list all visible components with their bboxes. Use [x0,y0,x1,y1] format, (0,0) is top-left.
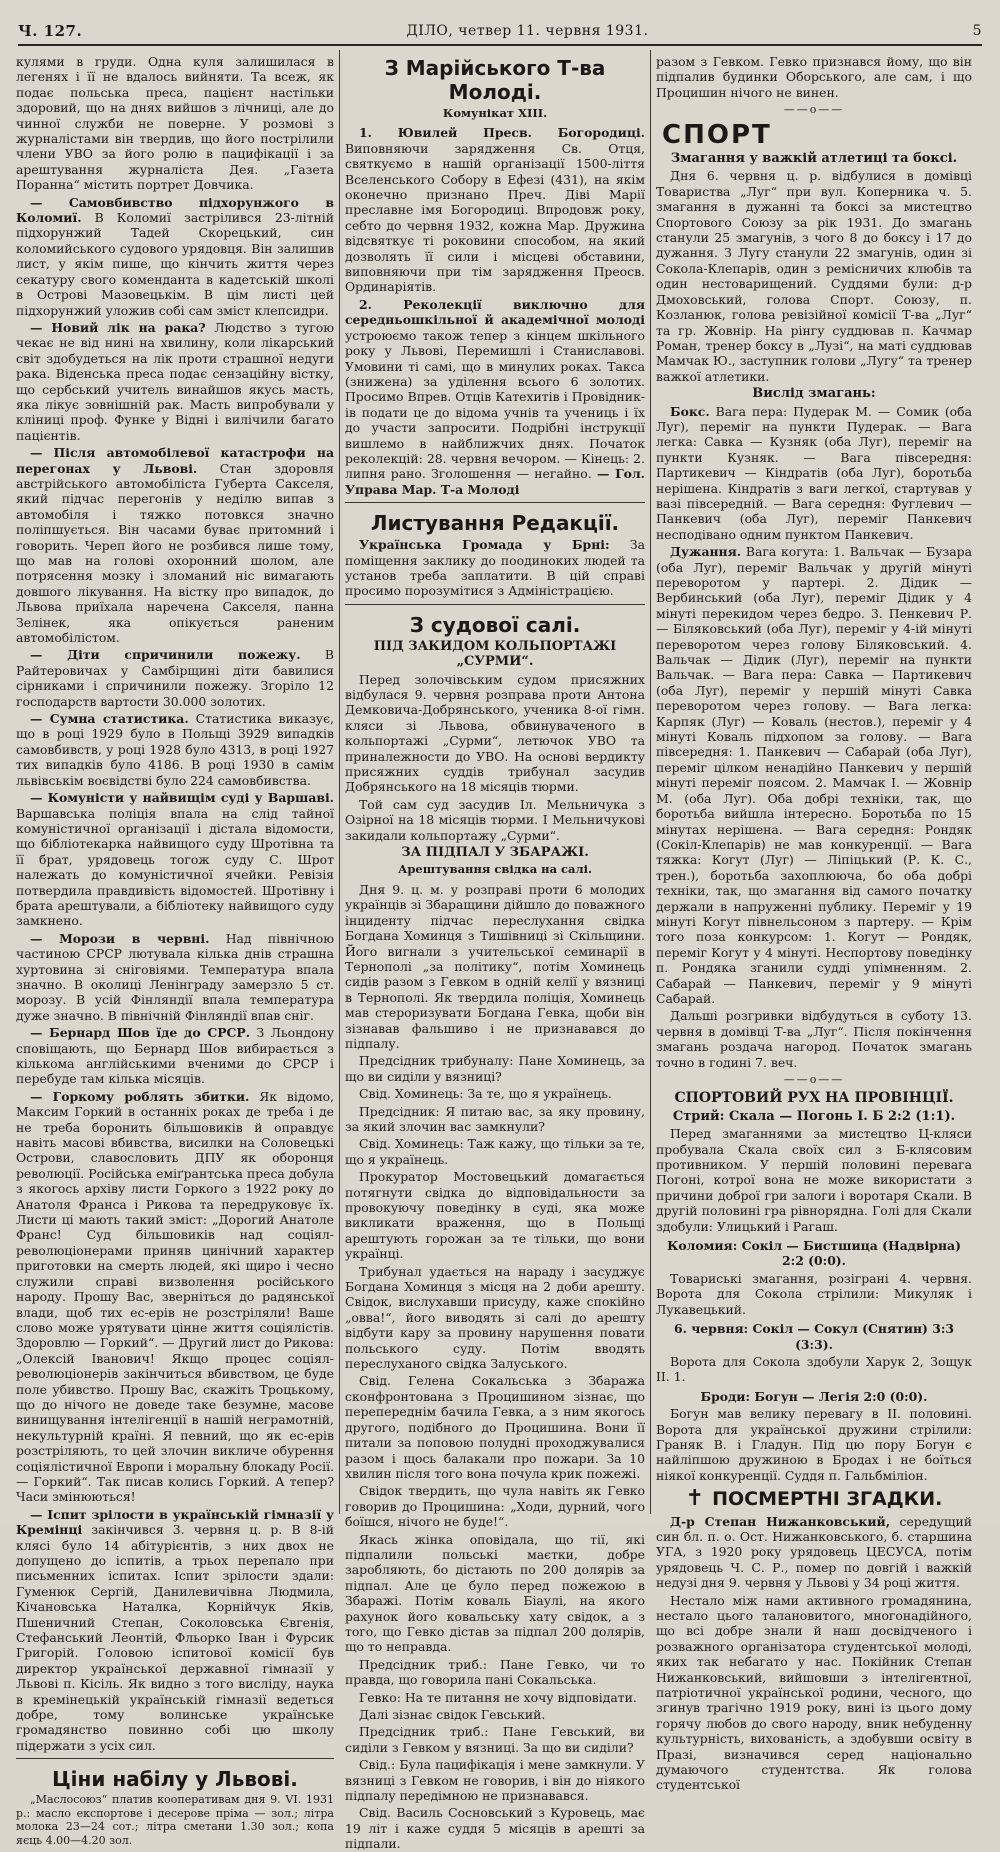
paragraph-lead: Дужання. [670,544,742,560]
news-item [16,790,334,929]
news-item-lead: — Самовбивство підхорунжого в Коломиї. [16,194,334,226]
dialogue-line: Свід. Василь Сосновський з Куровець, має 19 літ і каже суддя 5 місяців в арешті за підпали. [345,1805,645,1852]
subsection-heading: ЗА ПІДПАЛ У ЗБАРАЖІ. [401,845,589,861]
column-right [656,54,972,1793]
ornament-divider: ——o—— [783,1073,845,1086]
paragraph [345,125,645,294]
match-heading: Броди: Богун — Легія 2:0 (0:0). [700,1388,928,1404]
section-subheading: Комунікат XIII. [442,106,548,120]
dialogue-line: Свід.: Була пацифікація і мене замкнули. У вязниці з Гевком не говорив, і він до ніякого підпалу передімною не признавався. [345,1757,645,1804]
paragraph: Свід. Гелена Сокальська з Збаража сконфронтована з Процишином зізнає, що перепереднім бачила Гевка, а з ним якогось другого, подібного до Процишина. Вони її питали за поповою полудні проходжувалися разом і щось балакали про пожари. За 10 хвилин після того вона почула крик пожежі. [345,1373,645,1481]
news-item [16,195,334,318]
page-number: 5 [972,23,982,39]
paragraph: Богун мав велику перевагу в ІІ. половині. Ворота для української дружини стрілили: Граняк В. і Гладун. Під цю пору Богун є найліпшою дружиною в Бродах і не боїться ніякої конкуренції. Суддя п. Гальбміліон. [656,1406,972,1483]
prices-text: „Маслосоюз“ платив кооперативам дня 9. VI. 1931 р.: масло експортове і десерове пріма — зол.; літра молока 23—24 сот.; літра сметани 1.30 зол.; копа яєць 4.00—4.20 зол. [16,1793,334,1847]
paragraph: Перед змаганнями за мистецтво Ц-кляси пробувала Скала своїх сил з Б-клясовим противником. У першій половині перевага Погоні, котрої вона не може використати з причини доброї гри залоги і воротаря Скали. В другій половині гра рівнорядна. Голі для Скали здобули: Улицький і Рагаш. [656,1126,972,1234]
column-middle [345,54,645,1852]
dialogue-line: Предсідник: Я питаю вас, за яку провину, за який злочин вас замкнули? [345,1103,645,1134]
dialogue-line: Свід. Хоминець: За те, що я українець. [359,1086,612,1102]
paragraph: Якась жінка оповідала, що тії, які підпалили польські маєтки, добре заробляють, бо дістають по 200 долярів за підпал. Але це було перед пожежою в Збаражі. Потім коваль Біаулі, на якого рахунок його ковальську хату свідок, а з того, що Гевко дістав за підпал 200 долярів, що то неправда. [345,1531,645,1655]
paragraph: Дня 9. ц. м. у розправі проти 6 молодих українців зі Збаращини дійшло до поважного інциденту підчас переслухання свідка Богдана Хоминця з Тишівниці зі Скільщини. Його вигнали з учительської семинарії в Тернополі „за політику“, потім Хоминець сидів разом з Гевком в одній келії у вязниці в Тернополі. Як твердила поліція, Хоминець мав стероризувати Богдана Гевка, щоби він зізнавав фальшиво і не признавався до підпалу. [345,881,645,1051]
section-heading-marian: З Марійського Т-ва Молоді. [384,56,606,104]
paragraph-text: За поміщення заклику до поодиноких людей та установ треба заплатити. В цій справі просимо порозумітися з Адміністрацією. [345,537,645,599]
paragraph: Дальші розгривки відбудуться в суботу 13. червня в домівці Т-ва „Луг“. Після покінчення змагань роздача нагород. Початок змагань точно в годині 7. веч. [656,1008,972,1070]
paragraph-text: Виповняючи зарядження Св. Отця, святкуємо в нашій організації 1500-ліття Вселенського Собору в Ефезі (431), на якім оконечно признано Преч. Діві Марії преславне імя Богородиці. Впродовж року, себто до червня 1932, кожна Мар. Дружина відсвяткує ті роковини способом, на який дозволять її сили і місцеві обставини, виповняючи при тім зарядження Преосв. Ординаріятів. [345,140,645,295]
paragraph: Дня 6. червня ц. р. відбулися в домівці Товариства „Луг“ при вул. Коперника ч. 5. змагання в дужанні та боксі за мистецтво Спортового Союзу за рік 1931. До змагань станули 25 змагунів, з чого 8 до боксу і 17 до дужання. З Лугу станули 22 змагунів, один зі Сокола-Клепарів, один з ремісничих клюбів та один нестоварищений. Суддями були: д-р Дмоховський, голова Спорт. Союзу, п. Козланюк, голова ревізійної комісії Т-ва „Луг“ та гр. Жовнір. На рінгу суддював п. Качмар Роман, тренер боксу в „Лузі“, на маті суддював Мамчак Ю., заступник голови „Лугу“ та тренер важкої атлетики. [656,168,972,384]
news-item-text: З Льондону сповіщають, що Бернард Шов вибирається з кількома англійськими вченими до СРСР і перебуде там кілька місяців. [16,1025,334,1087]
section-heading-court: З судової салі. [409,612,581,637]
news-item-lead: — Новий лік на рака? [30,319,206,335]
news-item-lead: — Іспит зрілости в українській гімназії у Кремінці [16,1506,334,1538]
masthead [18,18,982,46]
news-item-text: В Райтеровичах у Самбірщині діти бавилися сірниками і спричинили пожежу. Згоріло 12 господарств вартости 30.000 золотих. [16,647,334,709]
news-item-lead: — Комуністи у найвищім суді у Варшаві. [30,790,334,806]
news-item-text: Статистика виказує, що в році 1929 було в Польщі 3929 випадків самовбивств, у році 1928 було 4313, в році 1927 тих випадків було 4186. В році 1930 в самім львівськім воєвідстві було 224 самовбивства. [16,711,334,788]
paragraph-text: середущий син бл. п. о. Ост. Нижанковського, б. старшина УГА, з 1920 року урядовець ЦЕСУСА, потім урядовець Ч. С. Р., помер по довгій і важкій недузі дня 9. червня у Львові у 34 році життя. [656,1513,972,1591]
obituaries-title: ПОСМЕРТНІ ЗГАДКИ. [712,1488,943,1511]
article-continuation: кулями в груди. Одна куля залишилася в легенях і її не вдалось вийняти. Та всеж, як подає польська преса, пацієнт настільки здоровий, що на днях вийшов з лічниці, але до чинної служби не поверне. У розмові з журналістами він твердив, що його пострілили члени УВО за його ролю в пацифікації і за арештування журналіста Дея. „Газета Поранна“ містить портрет Довчика. [16,54,334,193]
section-heading-letters: Листування Редакції. [370,511,620,536]
paragraph: Ворота для Сокола здобули Харук 2, Зощук ІІ. 1. [656,1353,972,1385]
paragraph [345,297,645,497]
newspaper-title-date: ДІЛО, четвер 11. червня 1931. [406,23,649,39]
news-item [16,647,334,709]
paragraph: Свідок твердить, що чула навіть як Гевко говорив до Процишина: „Ходи, дурний, чого боїшся, нічого не буде!“. [345,1483,645,1530]
match-heading: Стрий: Скала — Погонь І. Б 2:2 (1:1). [672,1108,956,1124]
signature: — Гол. Управа Мар. Т-а Молоді [345,466,645,497]
news-item-lead: — Після автомобілевої катастрофи на перегонах у Львові. [16,445,334,476]
issue-number: Ч. 127. [18,22,83,40]
news-item [16,445,334,645]
news-item-lead: — Сумна статистика. [30,711,189,727]
section-heading-sport: СПОРТ [662,119,772,150]
news-item-text: В Коломиї застрілився 23-літній підхорунжий Тадей Скорецький, син коломийського судового урядовця. Він залишив лист, у якім пише, що кінчить життя через секатуру свого коменданта в кадетській школі в Острові Мазовецькім. В цім листі цей підхорунжий уложив собі сам зміст клепсидри. [16,210,334,318]
subsection-heading: СПОРТОВИЙ РУХ НА ПРОВІНЦІЇ. [674,1090,954,1107]
dialogue-line: Предсідник триб.: Пане Гевський, ви сиділи з Гевком у вязниці. За що ви сиділи? [345,1724,645,1755]
paragraph: Той сам суд засудив Іл. Мельничука з Озірної на 18 місяців тюрми. І Мельничукові закидали кольпортажу „Сурми“. [345,796,645,843]
paragraph [656,404,972,543]
subsection-heading: ПІД ЗАКИДОМ КОЛЬПОРТАЖІ „СУРМИ“. [373,638,617,670]
subsection-heading: Змагання у важкій атлетиці та боксі. [670,151,958,167]
news-item-lead: — Морози в червні. [30,930,210,946]
paragraph-lead: Д-р Степан Нижанковський, [670,1513,891,1529]
paragraph [656,1514,972,1591]
news-item-lead: — Діти спричинили пожежу. [30,647,301,663]
news-item-text: Людство з тугою чекає не від нині на хвилину, коли лікарський світ здобудеться на лік проти страшної недуги рака. Віденська преса подає сензаційну вістку, що сербський учитель винайшов якусь масть, яка лікує зовнішній рак. Масть випробували у кліниці проф. Функе у Відні і вилічили багато пацієнтів. [16,319,334,443]
paragraph: Нестало між нами активного громадянина, нестало цього талановитого, многонадійного, що всі добре знали й наш досвідченого і розважного організатора студентської молоді, яких так небагато у нас. Покійник Степан Нижанковський, вийшовши з інтелігентної, патріотичної української родини, чесного, що згинув трагічно 1919 року, вині із цього дому горячу любов до свого народу, вник небуденну культурність, вихованість, а здобувши освіту в Празі, визначився серед національно думаючого студентства. Як голова студентської [656,1592,972,1793]
paragraph-text: Вага когута: 1. Вальчак — Бузара (оба Луг), переміг Вальчак у другій мінуті переворотом у партері. 2. Дідик — Вербинський (оба Луг), переміг Дідик у 4 мінуті перекидом через бедро. 3. Пенкевич Р. — Біляковський (оба Луг), переміг у 4-ій мінуті переворотом через голову Біляковський. 4. Вальчак — Дідик (Луг), переміг на пункти Вальчак. — Вага пера: Савка — Партикевич (оба Луг), переміг у першій мінуті Савка переворотом через голову. — Вага легка: Карпяк (Луг) — Коваль (нестов.), переміг у 4 мінуті Коваль підхопом за голову. — Вага півсередня: 1. Панкевич — Сабарай (оба Луг), переміг цілком ненадійно Панкевич у першій мінуті переміг поясом. 2. Мамчак І. — Жовнір М. (оба Луг). Оба добрі техніки, так, що боротьба вийшла інтересно. Боротьба по 15 мінутах нерішена. — Вага середня: Рондяк (Сокіл-Клепарів) не мав конкуренції. — Вага тяжка: Когут (Луг) — Ліпіцький (Р. К. С., трен.), боротьба захоплююча, бо оба добрі техніки, так, що змагання від самого початку держали в напруженні публику. Переміг у 19 мінуті Когут півнельсоном з партеру. — Крім того поза конкурсом: 1. Когут — Рондяк, переміг Когут у 4 мінуті. Неспортову поведінку п. Рондяка зганили судді упімненням. 2. Сабарай — Панкевич, переміг у 9 мінуті Сабарай. [656,544,972,1006]
section-divider [16,1758,334,1759]
dialogue-line: Свід. Хоминець: Таж кажу, що тільки за те, що я українець. [345,1136,645,1167]
paragraph: Трибунал удається на нараду і засуджує Богдана Хоминця з місця на 2 доби арешту. Свідок, вислухавши присуду, каже спокійно „овва!“, його виводять зі салі до арешту відбути кару за провину нарушення повати польського суду. Потім вводять переслуханого свідка Залуського. [345,1263,645,1372]
news-item [16,711,334,788]
section-heading-prices: Ціни набілу у Львові. [52,1767,298,1792]
cross-icon: ✝ [685,1486,705,1512]
news-item [16,931,334,1023]
dialogue-line: Предсідник трибуналу: Пане Хоминець, за що ви сиділи у вязниці? [345,1053,645,1084]
news-item [16,1025,334,1087]
paragraph: Перед золочівським судом присяжних відбулася 9. червня розправа проти Антона Демковича-Добрянського, ученика 8-ої гімн. кляси зі Львова, обвинуваченого в кольпортажі „Сурми“, летючок УВО та приналежности до УВО. На основі вердикту присяжних суддів трибунал засудив Добрянського на 18 місяців тюрми. [345,671,645,795]
paragraph-lead: 1. Ювилей Пресв. Богородиці. [359,125,645,141]
section-heading-obituaries [656,1486,972,1512]
dialogue-line: Гевко: На те питання не хочу відповідати. [359,1689,637,1705]
column-divider [339,50,340,1514]
subsection-heading: Вислід змагань: [752,386,876,402]
dialogue-line: Предсідник триб.: Пане Гевко, чи то правда, що говорила пані Сокальська. [345,1656,645,1688]
ornament-divider: ——o—— [783,103,845,117]
paragraph: Прокуратор Мостовецький домагається потягнути свідка до відповідальности за провокуючу поведінку в суді, яка може викликати враження, що в Польщі арештують горожан за те тільки, що вони українці. [345,1169,645,1262]
news-item-text: Над північною частиною СРСР лютувала кілька днів страшна хуртовина зі сніговіями. Температура впала значно. В околиці Ленінграду замерзло 5 ст. морозу. В усій Фінляндії впала температура дуже значно. В північній Фінляндії впав сніг. [16,930,334,1023]
paragraph-lead: 2. Реколекції виключно для середньошкільної й академічної молоді [345,296,645,328]
news-item-lead: — Горкому роблять збитки. [30,1088,250,1104]
news-item-text: Як відомо, Максим Горкий в останніх роках де треба і де не треба боронить більшовиків й оправдує навіть масові вбивства, висилки на Соловецькі Острови, славословить ДПУ як оборонця революції. Російська еміґрантська преса добула з якогось архіву листи Горкого з 1922 року до Анатоля Франса і Рикова та передруковує їх. Листи ці мають такий зміст: „Дорогий Анатоле Франс! Суд більшовиків над соціял-революціонерами приняв цинічний характер приготовки на смерть людей, які щиро і чесно служили справі визволення російського народу. Прошу Вас, зверніться до радянської влади, щоб тих ес-ерів не розстріляли! Ваше слово може урятувати цінне життя соціялістів. Здоровлю — Горкий“. — Другий лист до Рикова: „Олексій Іванович! Якщо процес соціял-революціонерів закінчиться вбивством, це буде поле убивство. Прошу Вас, скажіть Троцькому, що до нічого не доведе таке безумне, масове винищування інтелігенції в нашій неграмотній, некультурній країні. Я певний, що як ес-ерів розстріляють, то цей злочин викличе обурення соціялістичної Европи і моральну блокаду Росії. — Горкий“. Так писав колись Горкий. А тепер? Часи змінюються! [16,1088,334,1505]
news-item-text: Варшавська поліція впала на слід тайної комуністичної організації і дістала відомости, що бібліотекарка найвищого суду Шротівна та її брат, урядовець тогож суду С. Шрот належать до комуністичної ячейки. Ревізія потвердила правдивість відомостей. Шротівну і брата арештували, а бібліотеку найвищого суду замкнено. [16,805,334,929]
paragraph-text: Вага пера: Пудерак М. — Сомик (оба Луг), переміг на пункти Пудерак. — Вага легка: Савка — Кузняк (оба Луг), переміг на пункти Кузняк. — Вага півсередня: Партикевич — Кіндратів (оба Луг), боротьба нерішена. Кіндратів з ваги легкої, стартував у вазі півсередній. — Вага середня: Фуглевич — Панкевич (оба Луг), переміг Панкевич несподівано одним пунктом Панкевич. [656,403,972,542]
news-item [16,1507,334,1754]
news-item-text: Стан здоровля австрійського автомобіліста Губерта Сакселя, який підчас перегонів у неділю випав з автомобіля і тяжко потовкся значно поліпшується. Він часами буває притомний і говорить. Череп його не розбився лише тому, що мав на голові охоронний шолом, але потрясення мозку і зломаний ніс вимагають довшого лікування. На вістку про випадок, до Львова приїхала наречена Сакселя, панна Зелінек, яка опікується раненим автомобілістом. [16,460,334,646]
match-heading: 6. червня: Сокіл — Сокул (Снятин) 3:3 (3:3). [673,1321,955,1352]
column-divider [650,50,651,1514]
section-divider [345,502,645,503]
paragraph [345,537,645,599]
section-divider [345,604,645,605]
paragraph [656,544,972,1006]
news-item [16,320,334,443]
subsection-subheading: Арештування свідка на салі. [398,862,592,877]
paragraph-lead: Бокс. [670,403,710,419]
paragraph: Товариські змагання, розіграні 4. червня. Ворота для Сокола стрілили: Микуляк і Лукавецький. [656,1270,972,1317]
paragraph-lead: Українська Громада у Брні: [359,537,610,553]
paragraph-text: устроюємо також тепер з кінцем шкільного року у Львові, Перемишлі і Станиславові. Умовини ті самі, що в минулих роках. Такса (знижена) за уділення всього 6 золотих. Просимо Впрев. Отців Катехитів і Провідник-ів подати це до відома учнів та учениць і їх до участи запросити. Подрібні інструкції вишлемо в найближчих днях. Початок реколекцій: 28. червня вечором. — Кінець: 2. липня рано. Зголошення — негайно. [345,327,645,482]
news-item-lead: — Бернард Шов їде до СРСР. [30,1025,251,1041]
news-item-text: закінчився 3. червня ц. р. В 8-ій клясі було 14 абітурієнтів, з них двох не допущено до іспитів, а трьох перепало при письменних іспитах. Іспит зрілости здали: Гуменюк Сергій, Данилевичівна Людмила, Кічановська Наталка, Корнійчук Яків, Пшеничний Степан, Соколовська Євгенія, Стефанський Леонтій, Фльорко Іван і Фурсик Григорій. Головою іспитової комісії був директор української державної гімназії у Львові п. Кісіль. Як видно з того висліду, наука в кремінецькій українській гімназії ведеться добре, тому волинське українське громадянство повинно собі цю школу підержати з усіх сил. [16,1522,334,1753]
dialogue-line: Далі зізнає свідок Гевський. [359,1707,546,1722]
column-left [16,54,334,1847]
article-continuation: разом з Гевком. Гевко признався йому, що він підпалив будинки Оборського, але сам, і що Процишин нічого не винен. [656,54,972,100]
match-heading: Коломия: Сокіл — Бистшица (Надвірна) 2:2 (0:0). [667,1238,961,1269]
news-item [16,1089,334,1505]
